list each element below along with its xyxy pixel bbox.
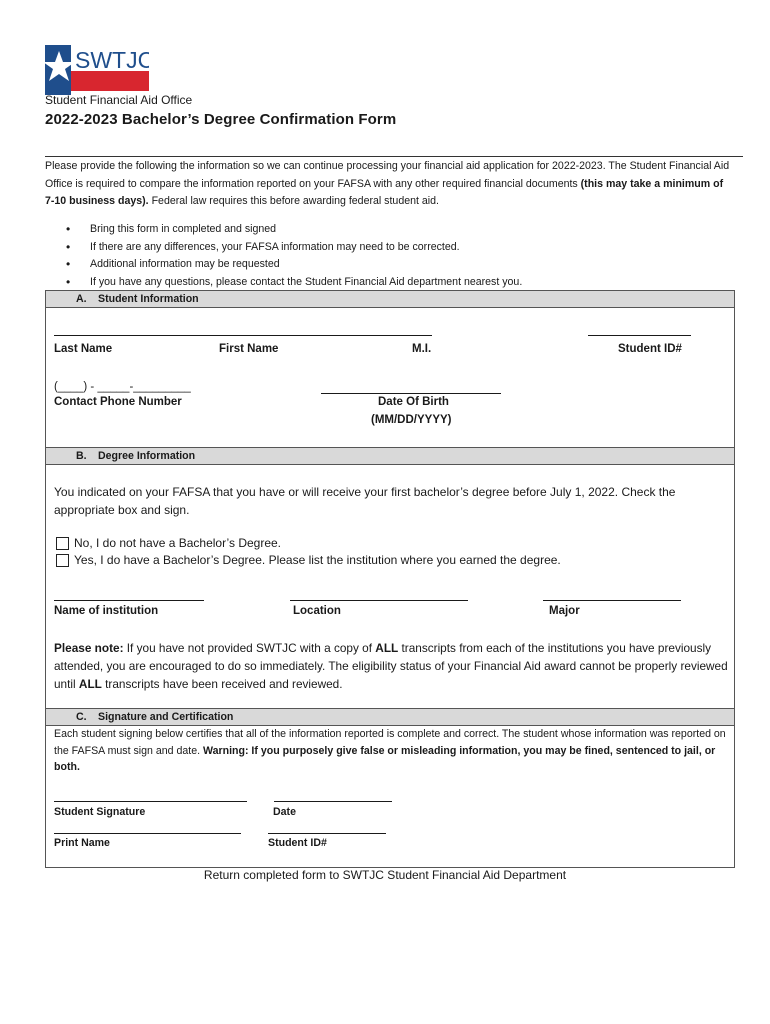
location-label: Location — [293, 605, 341, 617]
section-signature-certification — [45, 708, 735, 868]
print-name-field-line[interactable] — [54, 833, 241, 834]
section-student-information — [45, 290, 735, 448]
phone-label: Contact Phone Number — [54, 396, 182, 408]
institution-field-line[interactable] — [54, 600, 204, 601]
date-field-line[interactable] — [274, 801, 392, 802]
list-item: • Bring this form in completed and signed — [62, 221, 522, 239]
dob-format: (MM/DD/YYYY) — [371, 414, 452, 426]
transcript-note: Please note: If you have not provided SWTJC with a copy of ALL transcripts from each of the institutions you have previously attended, you are encouraged to do so immediately. The eligibility status of your Financial Aid award cannot be properly reviewed until ALL transcripts have been received and reviewed. — [54, 641, 728, 691]
location-field-line[interactable] — [290, 600, 468, 601]
no-degree-checkbox[interactable] — [56, 537, 69, 550]
signature-label: Student Signature — [54, 806, 146, 818]
header-divider — [45, 156, 743, 157]
phone-field[interactable]: (____) - _____-_________ — [54, 381, 191, 393]
major-field-line[interactable] — [543, 600, 681, 601]
dob-field-line[interactable] — [321, 393, 501, 394]
signature-field-line[interactable] — [54, 801, 247, 802]
section-b-header: B. Degree Information — [46, 448, 734, 465]
return-instructions: Return completed form to SWTJC Student Financial Aid Department — [203, 868, 567, 882]
yes-degree-checkbox[interactable] — [56, 554, 69, 567]
list-item: • If you have any questions, please contact the Student Financial Aid department nearest you. — [62, 274, 522, 292]
dob-label: Date Of Birth — [378, 396, 449, 408]
major-label: Major — [549, 605, 580, 617]
degree-prompt: You indicated on your FAFSA that you have or will receive your first bachelor’s degree before July 1, 2022. Check the appropriate box and sign. — [54, 485, 676, 517]
first-name-label: First Name — [219, 343, 279, 355]
section-a-header: A. Student Information — [46, 291, 734, 308]
office-name: Student Financial Aid Office — [45, 93, 193, 107]
student-id-field-line[interactable] — [588, 335, 691, 336]
mi-label: M.I. — [412, 343, 432, 355]
page-title: 2022-2023 Bachelor’s Degree Confirmation Form — [45, 111, 397, 128]
name-field-line[interactable] — [54, 335, 432, 336]
no-degree-label: No, I do not have a Bachelor’s Degree. — [74, 536, 282, 550]
list-item: • Additional information may be requested — [62, 256, 522, 274]
date-label: Date — [273, 806, 296, 818]
yes-degree-label: Yes, I do have a Bachelor’s Degree. Please list the institution where you earned the degree. — [74, 553, 561, 567]
section-c-header: C. Signature and Certification — [46, 709, 734, 726]
student-id-label: Student ID# — [618, 343, 682, 355]
swtjc-logo — [45, 45, 149, 95]
print-name-label: Print Name — [54, 837, 110, 849]
institution-label: Name of institution — [54, 605, 159, 617]
logo-text: SWTJC — [75, 47, 149, 73]
student-id-sign-label: Student ID# — [268, 837, 327, 849]
section-degree-information — [45, 447, 735, 709]
list-item: • If there are any differences, your FAFSA information may need to be corrected. — [62, 239, 522, 257]
intro-paragraph: Please provide the following the information so we can continue processing your financial aid application for 2022-2023. The Student Financial Aid Office is required to compare the information reported on your FAFSA with any other required financial documents (this may take a minimum of 7-10 business days). Federal law requires this before awarding federal student aid. — [45, 160, 730, 208]
certification-text: Each student signing below certifies that all of the information reported is complete and correct. The student whose information was reported on the FAFSA must sign and date. Warning: If you purposely give false or misleading information, you may be fined, sentenced to jail, or both. — [54, 728, 726, 773]
instruction-list — [62, 221, 522, 291]
last-name-label: Last Name — [54, 343, 113, 355]
student-id-sign-field-line[interactable] — [268, 833, 386, 834]
